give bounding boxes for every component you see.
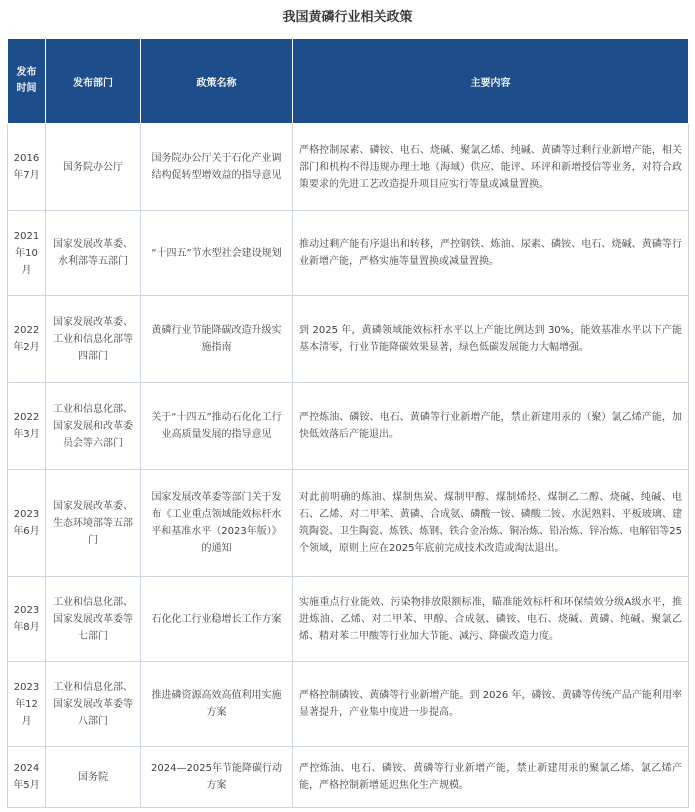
- page-title: 我国黄磷行业相关政策: [282, 10, 413, 25]
- cell-name: “十四五”节水型社会建设规划: [141, 211, 293, 296]
- cell-date: 2024年5月: [8, 747, 46, 808]
- cell-date: 2023年6月: [8, 470, 46, 577]
- cell-content: 实施重点行业能效、污染物排放限额标准，瞄准能效标杆和环保绩效分级A级水平，推进炼油、乙烯、对二甲苯、甲醇、合成氨、磷铵、电石、烧碱、黄磷、纯碱、聚氯乙烯、精对苯二甲酸等行业加大节能、减污、降碳改造力度。: [293, 577, 689, 662]
- cell-name: 石化化工行业稳增长工作方案: [141, 577, 293, 662]
- cell-dept: 工业和信息化部、国家发展改革委等七部门: [46, 577, 141, 662]
- cell-content: 严格控制磷铵、黄磷等行业新增产能。到 2026 年，磷铵、黄磷等传统产品产能利用率显著提升，产业集中度进一步提高。: [293, 662, 689, 747]
- cell-dept: 国务院: [46, 747, 141, 808]
- header-dept: 发布部门: [46, 39, 141, 124]
- cell-dept: 国务院办公厅: [46, 124, 141, 211]
- table-row: [8, 296, 689, 383]
- cell-dept: 国家发展改革委、生态环境部等五部门: [46, 470, 141, 577]
- cell-content: 严控炼油、磷铵、电石、黄磷等行业新增产能，禁止新建用汞的（聚）氯乙烯产能，加快低效落后产能退出。: [293, 383, 689, 470]
- table-row: [8, 383, 689, 470]
- cell-date: 2023年8月: [8, 577, 46, 662]
- header-date: 发布时间: [8, 39, 46, 124]
- cell-content: 严控炼油、电石、磷铵、黄磷等行业新增产能，禁止新建用汞的聚氯乙烯、氯乙烯产能，严格控制新增延迟焦化生产规模。: [293, 747, 689, 808]
- cell-content: 到 2025 年，黄磷领域能效标杆水平以上产能比例达到 30%，能效基准水平以下产能基本清零，行业节能降碳效果显著，绿色低碳发展能力大幅增强。: [293, 296, 689, 383]
- cell-name: 推进磷资源高效高值利用实施方案: [141, 662, 293, 747]
- header-name: 政策名称: [141, 39, 293, 124]
- cell-date: 2023年12月: [8, 662, 46, 747]
- cell-name: 国务院办公厅关于石化产业调结构促转型增效益的指导意见: [141, 124, 293, 211]
- cell-content: 严格控制尿素、磷铵、电石、烧碱、聚氯乙烯、纯碱、黄磷等过剩行业新增产能，相关部门和机构不得违规办理土地（海域）供应、能评、环评和新增授信等业务，对符合政策要求的先进工艺改造提升项目应实行等量或减量置换。: [293, 124, 689, 211]
- cell-content: 推动过剩产能有序退出和转移，严控钢铁、炼油、尿素、磷铵、电石、烧碱、黄磷等行业新增产能，严格实施等量置换或减量置换。: [293, 211, 689, 296]
- cell-dept: 工业和信息化部、国家发展和改革委员会等六部门: [46, 383, 141, 470]
- cell-dept: 工业和信息化部、国家发展改革委等八部门: [46, 662, 141, 747]
- policy-table: [7, 38, 689, 808]
- cell-name: 2024—2025年节能降碳行动方案: [141, 747, 293, 808]
- cell-dept: 国家发展改革委、工业和信息化部等四部门: [46, 296, 141, 383]
- cell-name: 国家发展改革委等部门关于发布《工业重点领域能效标杆水平和基准水平（2023年版）》的通知: [141, 470, 293, 577]
- table-row: [8, 747, 689, 808]
- cell-date: 2022年3月: [8, 383, 46, 470]
- table-header-row: [8, 39, 689, 124]
- cell-date: 2022年2月: [8, 296, 46, 383]
- cell-content: 对此前明确的炼油、煤制焦炭、煤制甲醇、煤制烯烃、煤制乙二醇、烧碱、纯碱、电石、乙烯、对二甲苯、黄磷、合成氨、磷酸一铵、磷酸二铵、水泥熟料、平板玻璃、建筑陶瓷、卫生陶瓷、炼铁、炼钢、铁合金冶炼、铜冶炼、铅冶炼、锌冶炼、电解铝等25个领域，原则上应在2025年底前完成技术改造或淘汰退出。: [293, 470, 689, 577]
- header-content: 主要内容: [293, 39, 689, 124]
- cell-date: 2021年10月: [8, 211, 46, 296]
- table-row: [8, 577, 689, 662]
- cell-date: 2016年7月: [8, 124, 46, 211]
- cell-name: 关于“十四五”推动石化化工行业高质量发展的指导意见: [141, 383, 293, 470]
- table-row: [8, 211, 689, 296]
- table-row: [8, 470, 689, 577]
- cell-name: 黄磷行业节能降碳改造升级实施指南: [141, 296, 293, 383]
- cell-dept: 国家发展改革委、水利部等五部门: [46, 211, 141, 296]
- table-row: [8, 662, 689, 747]
- table-row: [8, 124, 689, 211]
